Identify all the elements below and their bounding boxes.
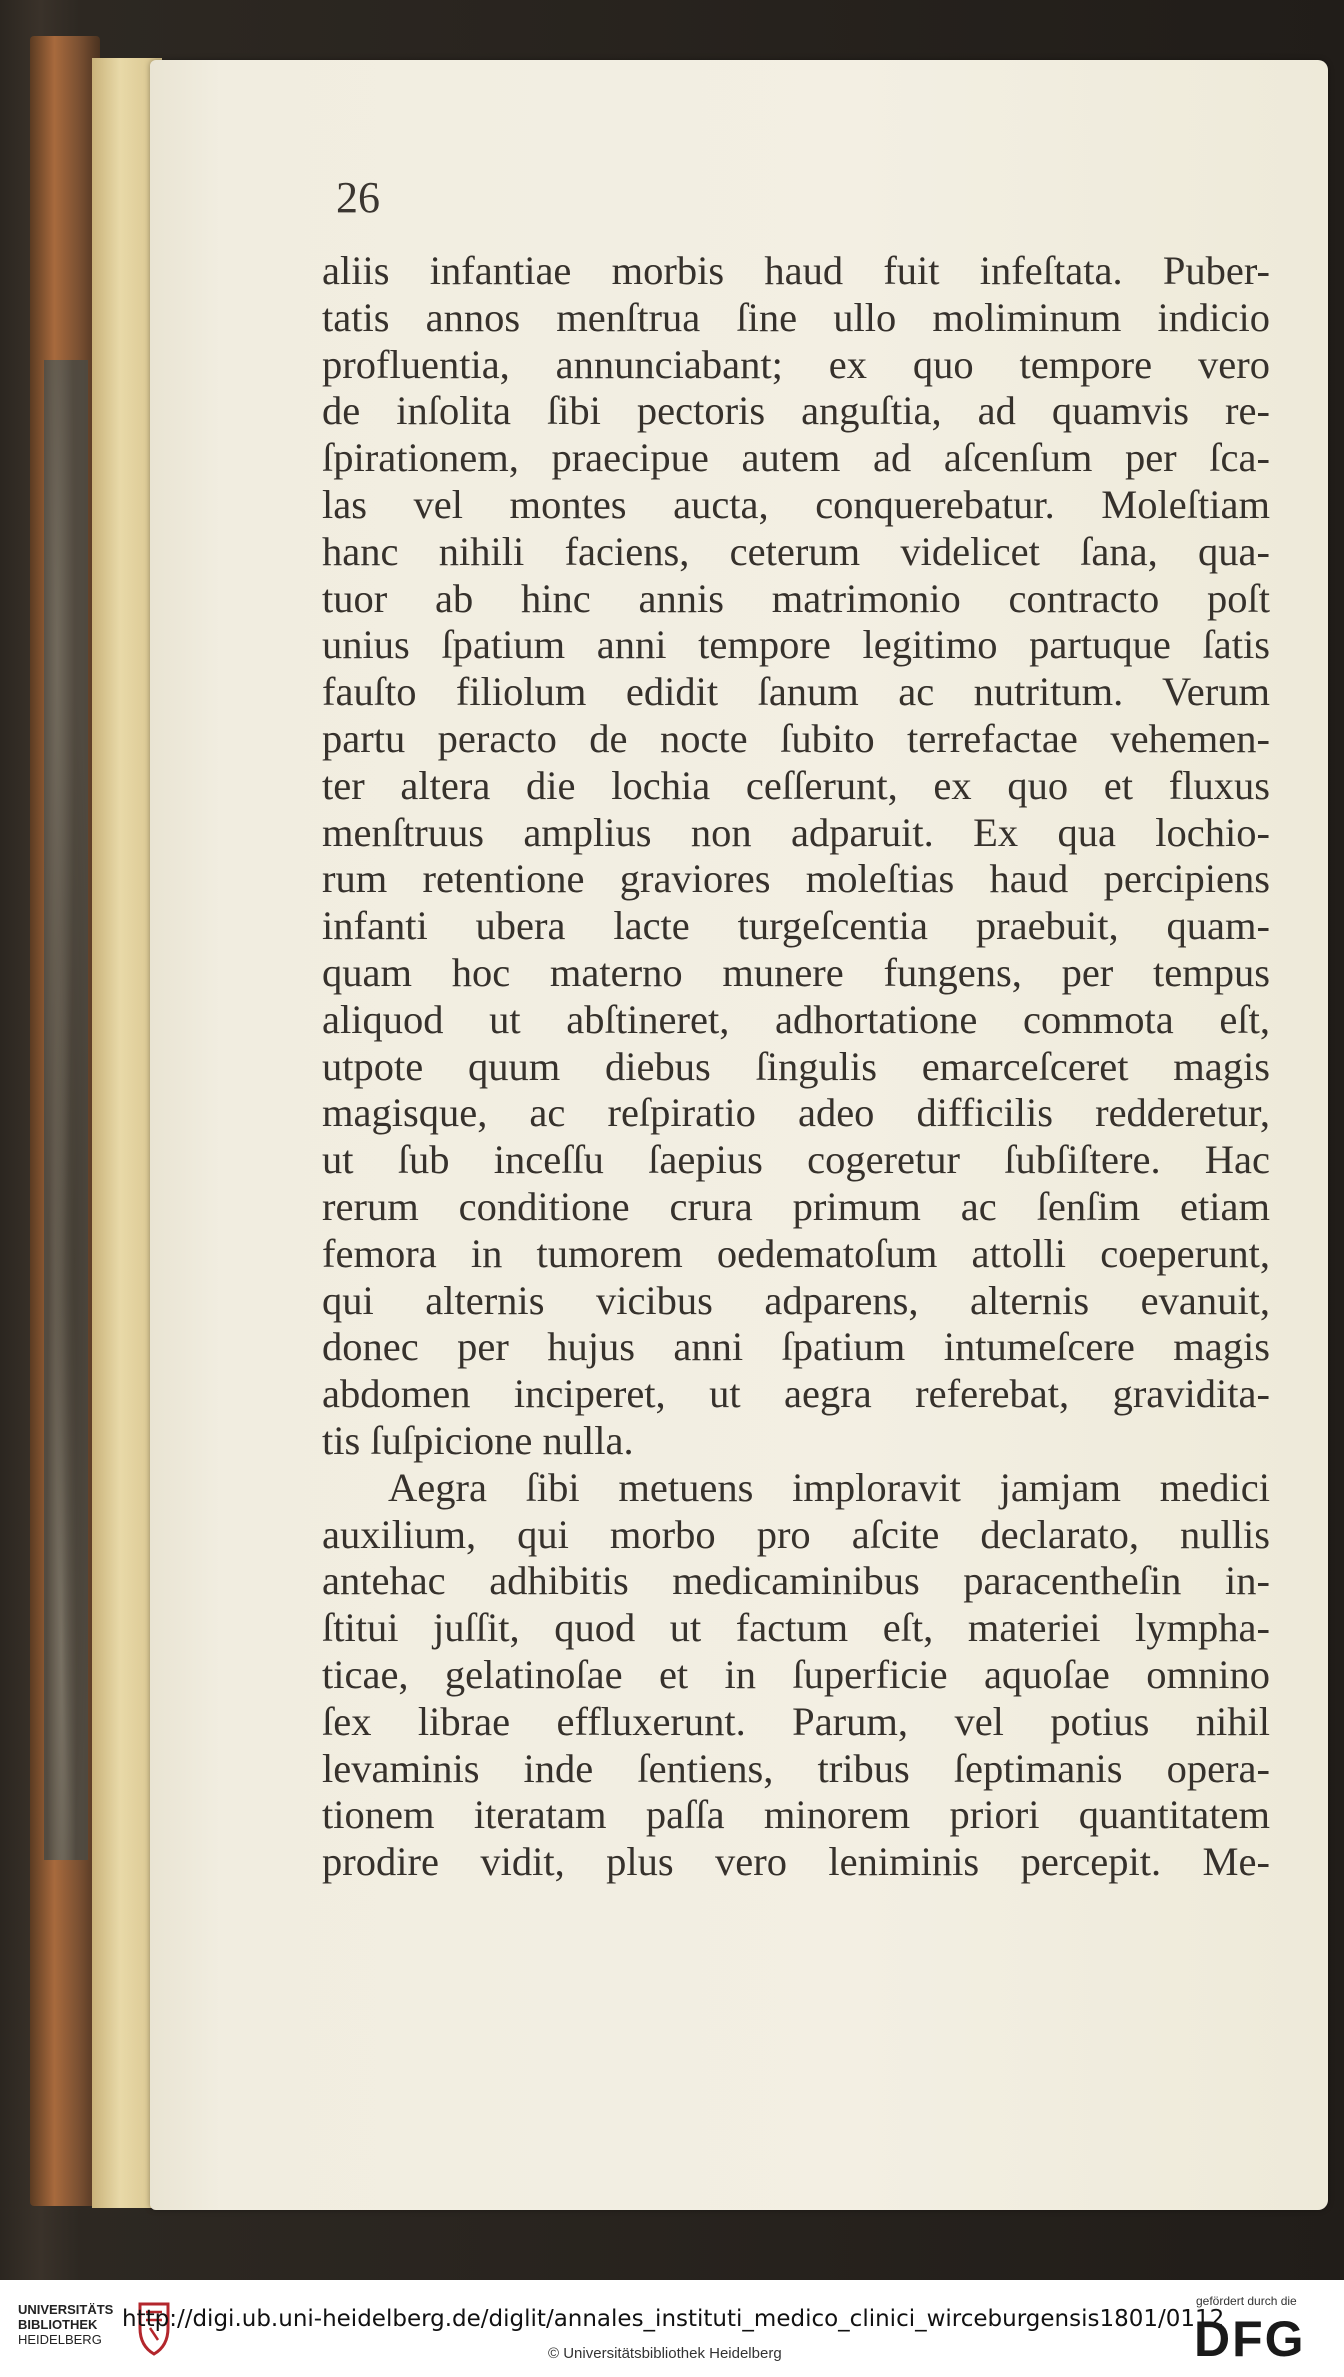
text-line: ſpirationem, praecipue autem ad aſcenſum per ſca- — [322, 435, 1270, 481]
text-line: utpote quum diebus ſingulis emarceſceret magis — [322, 1043, 1270, 1089]
text-line: aliquod ut abſtineret, adhortatione commota eſt, — [322, 996, 1270, 1042]
viewer-footer — [0, 2280, 1344, 2377]
text-line: Aegra ſibi metuens imploravit jamjam medici — [388, 1464, 1270, 1510]
text-line: tis ſuſpicione nulla. — [322, 1417, 634, 1463]
text-line: abdomen inciperet, ut aegra referebat, gravidita- — [322, 1371, 1270, 1417]
university-library-logo — [18, 2302, 113, 2347]
text-line: femora in tumorem oedematoſum attolli coeperunt, — [322, 1230, 1270, 1276]
text-line: aliis infantiae morbis haud fuit infeſtata. Puber- — [322, 248, 1270, 293]
text-line: unius ſpatium anni tempore legitimo partuque ſatis — [322, 622, 1270, 668]
text-line: levaminis inde ſentiens, tribus ſeptimanis opera- — [322, 1745, 1270, 1791]
copyright-notice: © Universitätsbibliothek Heidelberg — [548, 2345, 782, 2362]
text-line: hanc nihili faciens, ceterum videlicet ſana, qua- — [322, 528, 1270, 574]
text-line: fauſto filiolum edidit ſanum ac nutritum. Verum — [322, 669, 1270, 715]
text-line: magisque, ac reſpiratio adeo difficilis redderetur, — [322, 1090, 1270, 1136]
text-line: ter altera die lochia ceſſerunt, ex quo et fluxus — [322, 762, 1270, 808]
logo-line-2: BIBLIOTHEK — [18, 2317, 98, 2332]
text-line: tatis annos menſtrua ſine ullo moliminum indicio — [322, 294, 1270, 340]
text-line: ſtitui juſſit, quod ut factum eſt, materiei lympha- — [322, 1605, 1270, 1651]
text-line: prodire vidit, plus vero leniminis percepit. Me- — [322, 1839, 1270, 1885]
text-line: ſex librae effluxerunt. Parum, vel potius nihil — [322, 1698, 1270, 1744]
text-line: las vel montes aucta, conquerebatur. Moleſtiam — [322, 481, 1270, 527]
text-line: ut ſub inceſſu ſaepius cogeretur ſubſiſtere. Hac — [322, 1137, 1270, 1183]
text-line: infanti ubera lacte turgeſcentia praebuit, quam- — [322, 903, 1270, 949]
text-line: quam hoc materno munere fungens, per tempus — [322, 949, 1270, 995]
text-line: tuor ab hinc annis matrimonio contracto poſt — [322, 575, 1270, 621]
page-text — [322, 248, 1270, 1886]
marbled-endpaper — [44, 360, 88, 1860]
permalink-url[interactable]: http://digi.ub.uni-heidelberg.de/diglit/annales_instituti_medico_clinici_wirceburgensis1801/0112 — [122, 2306, 1225, 2332]
text-line: tionem iteratam paſſa minorem priori quantitatem — [322, 1792, 1270, 1838]
dfg-supported-label: gefördert durch die — [1196, 2294, 1297, 2308]
text-line: ticae, gelatinoſae et in ſuperficie aquoſae omnino — [322, 1651, 1270, 1697]
logo-line-3: HEIDELBERG — [18, 2332, 102, 2347]
text-line: menſtruus amplius non adparuit. Ex qua lochio- — [322, 809, 1270, 855]
text-line: profluentia, annunciabant; ex quo tempore vero — [322, 341, 1270, 387]
text-line: qui alternis vicibus adparens, alternis evanuit, — [322, 1277, 1270, 1323]
text-line: donec per hujus anni ſpatium intumeſcere magis — [322, 1324, 1270, 1370]
text-line: auxilium, qui morbo pro aſcite declarato, nullis — [322, 1511, 1270, 1557]
logo-line-1: UNIVERSITÄTS — [18, 2302, 114, 2317]
text-line: de inſolita ſibi pectoris anguſtia, ad quamvis re- — [322, 388, 1270, 434]
text-line: rerum conditione crura primum ac ſenſim etiam — [322, 1183, 1270, 1229]
text-line: partu peracto de nocte ſubito terrefactae vehemen- — [322, 715, 1270, 761]
text-line: antehac adhibitis medicaminibus paracentheſin in- — [322, 1558, 1270, 1604]
page-number: 26 — [336, 173, 380, 222]
text-line: rum retentione graviores moleſtias haud percipiens — [322, 856, 1270, 902]
dfg-logo: DFG — [1194, 2311, 1306, 2367]
